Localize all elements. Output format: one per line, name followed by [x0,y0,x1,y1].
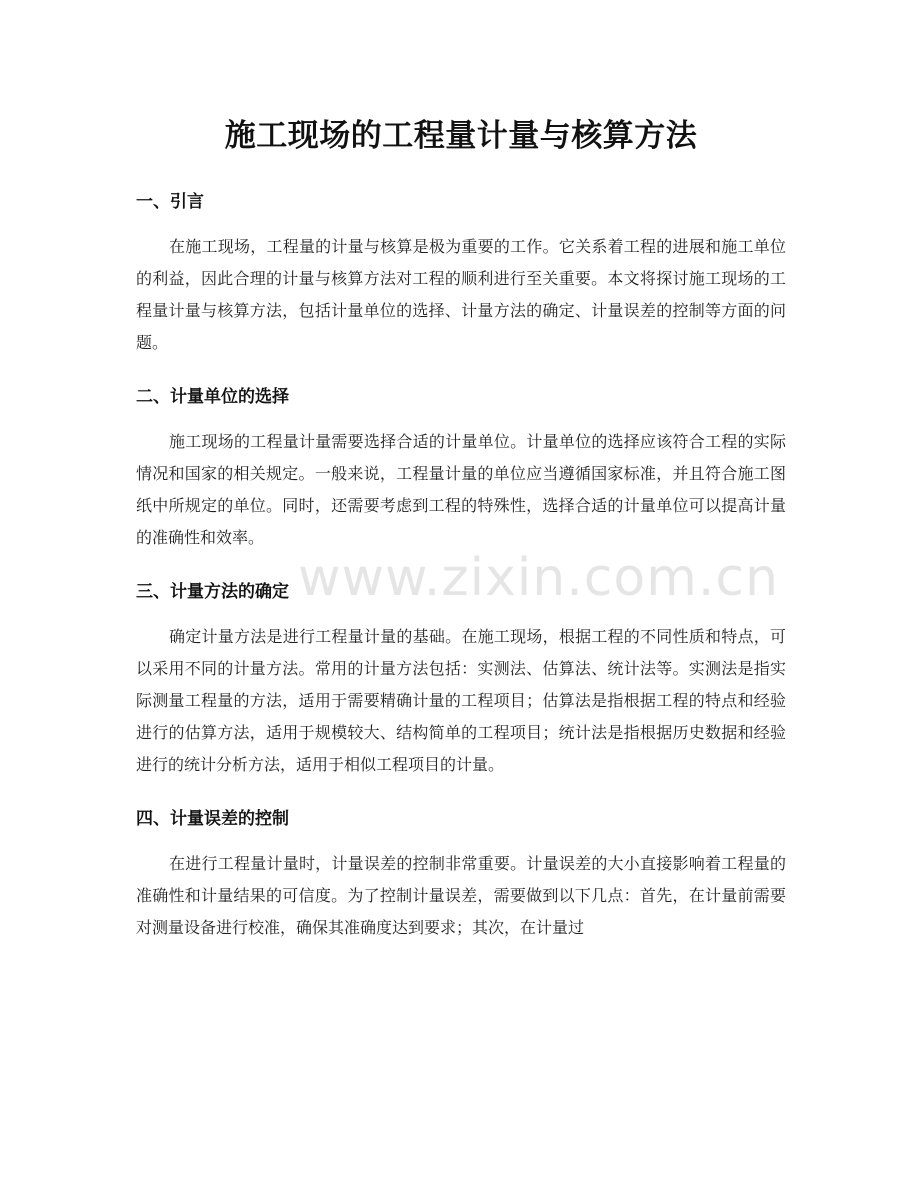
section-heading-method-determination: 三、计量方法的确定 [136,582,289,602]
section-paragraph-method-determination: 确定计量方法是进行工程量计量的基础。在施工现场，根据工程的不同性质和特点，可以采用不同的计量方法。常用的计量方法包括：实测法、估算法、统计法等。实测法是指实际测量工程量的方法，适用于需要精确计量的工程项目；估算法是指根据工程的特点和经验进行的估算方法，适用于规模较大、结构简单的工程项目；统计法是指根据历史数据和经验进行的统计分析方法，适用于相似工程项目的计量。 [136,627,786,774]
section-heading-error-control: 四、计量误差的控制 [136,809,289,829]
section-heading-unit-selection: 二、计量单位的选择 [136,387,289,407]
document-title: 施工现场的工程量计量与核算方法 [224,118,698,154]
section-paragraph-introduction: 在施工现场，工程量的计量与核算是极为重要的工作。它关系着工程的进展和施工单位的利益，因此合理的计量与核算方法对工程的顺利进行至关重要。本文将探讨施工现场的工程量计量与核算方法，包括计量单位的选择、计量方法的确定、计量误差的控制等方面的问题。 [136,237,786,352]
document-content [136,96,786,944]
section-paragraph-error-control: 在进行工程量计量时，计量误差的控制非常重要。计量误差的大小直接影响着工程量的准确性和计量结果的可信度。为了控制计量误差，需要做到以下几点：首先，在计量前需要对测量设备进行校准，确保其准确度达到要求；其次，在计量过 [136,854,786,937]
section-paragraph-unit-selection: 施工现场的工程量计量需要选择合适的计量单位。计量单位的选择应该符合工程的实际情况和国家的相关规定。一般来说，工程量计量的单位应当遵循国家标准，并且符合施工图纸中所规定的单位。同时，还需要考虑到工程的特殊性，选择合适的计量单位可以提高计量的准确性和效率。 [136,432,786,547]
watermark-text: www.zixin.com.cn [298,548,779,608]
section-heading-introduction: 一、引言 [136,192,204,212]
